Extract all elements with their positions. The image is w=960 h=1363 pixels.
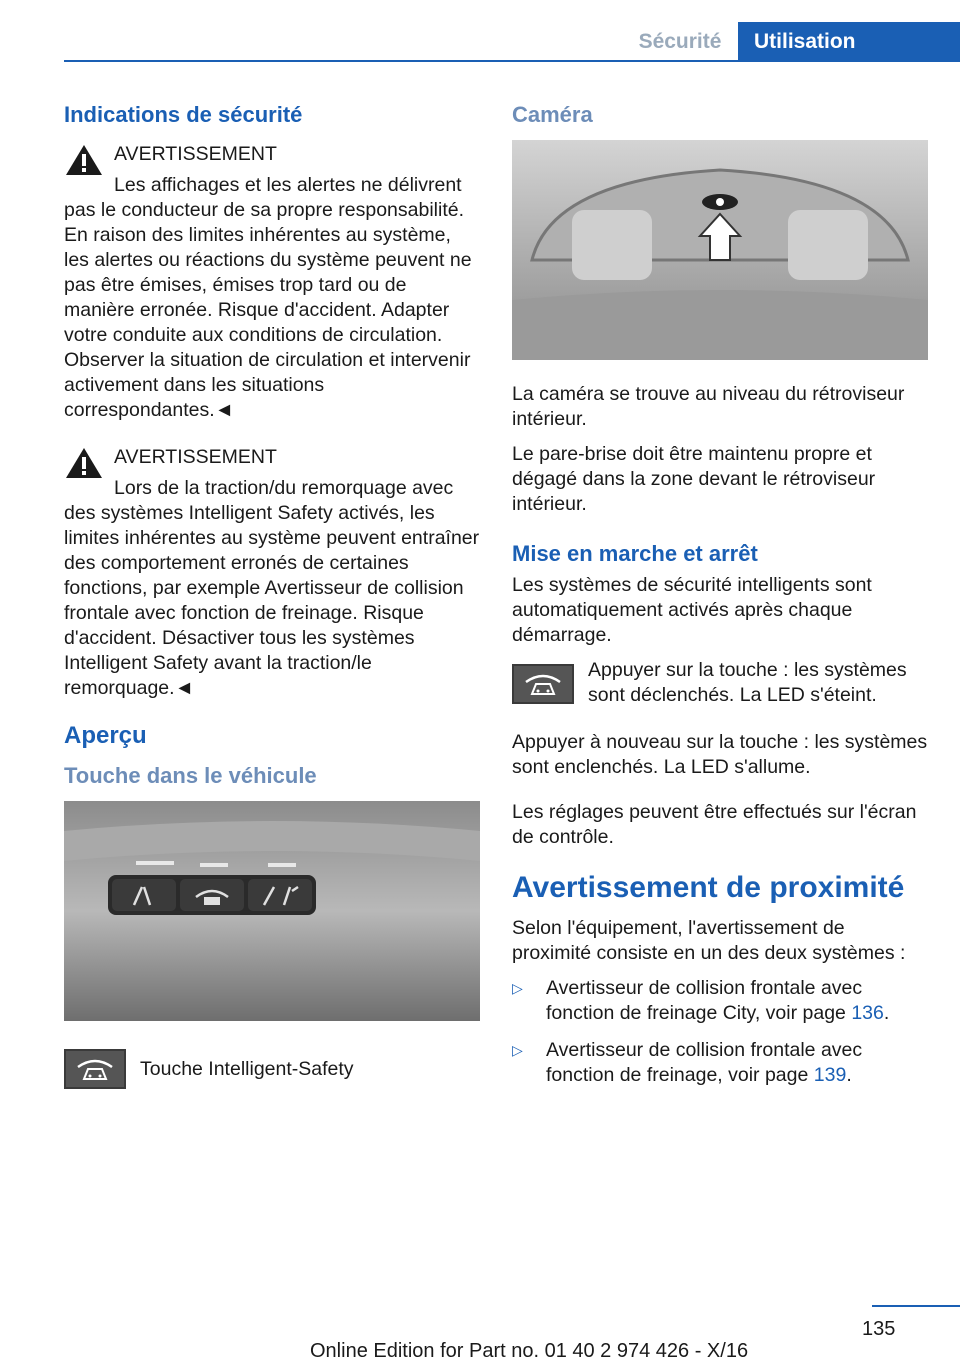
warning-block-1: [64, 140, 480, 423]
on-off-paragraph-1: Les systèmes de sécurité intelligents sont automatiquement activés après chaque démarrage.: [512, 574, 872, 646]
tab-utilisation[interactable]: Utilisation: [738, 22, 960, 62]
footer-rule: [872, 1305, 960, 1307]
warning-text: Les affichages et les alertes ne délivrent pas le conducteur de sa propre responsabilité. En raison des limites inhérentes au système, les alertes ou réactions du système peuvent ne pas être émises, émises trop tard ou de manière erronée. Risque d'accident. Adapter votre conduite aux conditions de circulation. Observer la situation de circulation et intervenir activement dans les situations correspondantes.◄: [64, 174, 472, 421]
intelligent-safety-button-icon: [64, 1049, 126, 1089]
section-title-on-off: Mise en marche et arrêt: [512, 541, 758, 566]
warning-triangle-icon: [64, 445, 104, 481]
bullet-end: .: [883, 1002, 890, 1024]
left-column: [64, 100, 480, 1109]
warning-triangle-icon: [64, 142, 104, 178]
warning-title: AVERTISSEMENT: [114, 446, 277, 468]
proximity-paragraph: Selon l'équipement, l'avertissement de proximité consiste en un des deux systèmes :: [512, 917, 906, 964]
triangle-right-icon: ▷: [512, 980, 523, 996]
tab-securite[interactable]: Sécurité: [638, 30, 722, 53]
warning-title: AVERTISSEMENT: [114, 143, 277, 165]
online-edition-text: Online Edition for Part no. 01 40 2 974 426 - X/16: [310, 1340, 749, 1362]
page-link-136[interactable]: 136: [851, 1002, 884, 1024]
triangle-right-icon: ▷: [512, 1042, 523, 1058]
section-title-proximity: Avertissement de proximité: [512, 871, 905, 904]
button-caption: Touche Intelligent-Safety: [140, 1058, 354, 1080]
warning-block-2: [64, 443, 480, 701]
section-title-camera: Caméra: [512, 102, 593, 127]
page-link-139[interactable]: 139: [813, 1064, 847, 1086]
bullet-text: Avertisseur de collision frontale avec fonction de freinage City, voir page: [546, 977, 863, 1024]
list-item: [512, 1038, 928, 1088]
warning-text: Lors de la traction/du remorquage avec des systèmes Intelligent Safety activés, les limites inhérentes au système peuvent entraîner des comportement erronés de certaines fonctions, par exemple Avertisseur de collision frontale avec fonction de freinage. Risque d'accident. Désactiver tous les systèmes Intelligent Safety avant la traction/le remorquage.◄: [64, 477, 480, 699]
on-off-paragraph-2: Appuyer à nouveau sur la touche : les systèmes sont enclenchés. La LED s'allume.: [512, 731, 928, 778]
on-off-paragraph-3: Les réglages peuvent être effectués sur l'écran de contrôle.: [512, 801, 917, 848]
camera-photo: [512, 140, 928, 360]
on-off-button-text: Appuyer sur la touche : les systèmes sont déclenchés. La LED s'éteint.: [588, 659, 907, 706]
section-title-overview: Aperçu: [64, 722, 147, 749]
bullet-end: .: [846, 1064, 852, 1086]
camera-paragraph-1: La caméra se trouve au niveau du rétroviseur intérieur.: [512, 383, 905, 430]
list-item: [512, 976, 928, 1026]
subsection-title-button: Touche dans le véhicule: [64, 763, 317, 788]
intelligent-safety-button-icon: [512, 664, 574, 704]
section-title-safety: Indications de sécurité: [64, 102, 303, 127]
on-off-button-row: [512, 658, 928, 718]
page-number: 135: [862, 1318, 896, 1340]
bullet-text: Avertisseur de collision frontale avec fonction de freinage, voir page: [546, 1039, 863, 1086]
button-legend: [64, 1043, 480, 1097]
button-panel-photo: [64, 801, 480, 1021]
right-column: [512, 100, 928, 1100]
camera-paragraph-2: Le pare-brise doit être maintenu propre et dégagé dans la zone devant le rétroviseur intérieur.: [512, 443, 876, 515]
